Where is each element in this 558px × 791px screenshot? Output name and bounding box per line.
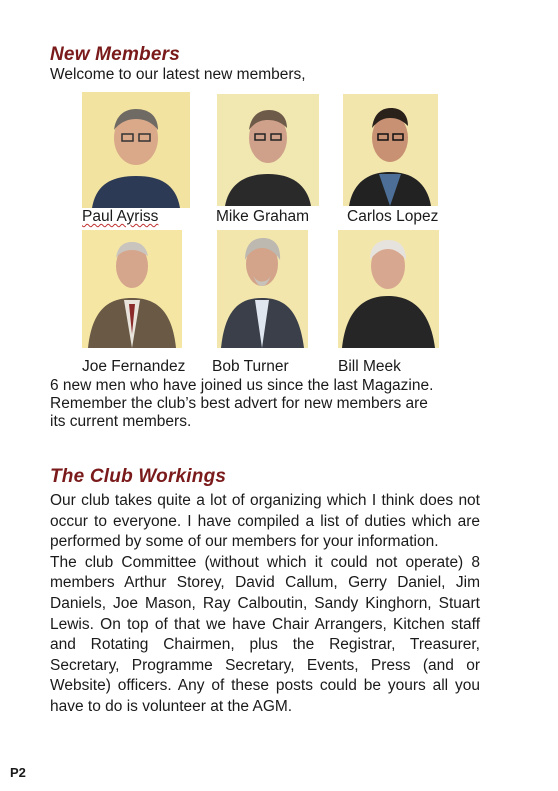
member-photo-mike-graham [217, 94, 319, 206]
portrait-image [343, 94, 438, 206]
member-photo-bob-turner [217, 230, 308, 348]
member-name-3: Carlos Lopez [347, 208, 439, 225]
closing-line: Remember the club’s best advert for new members are [50, 395, 428, 412]
welcome-line: Welcome to our latest new members, [50, 66, 306, 83]
member-name-2: Mike Graham [216, 208, 310, 225]
member-name-6: Bill Meek [338, 358, 401, 375]
member-photo-carlos-lopez [343, 94, 438, 206]
newsletter-page [50, 44, 480, 84]
member-photo-joe-fernandez [82, 230, 182, 348]
member-photo-bill-meek [338, 230, 439, 348]
member-photo-paul-ayriss [82, 92, 190, 208]
new-members-heading: New Members [50, 44, 180, 65]
portrait-image [338, 230, 439, 348]
closing-line: its current members. [50, 413, 192, 430]
portrait-image [217, 94, 319, 206]
closing-line: 6 new men who have joined us since the last Magazine. [50, 377, 434, 394]
portrait-image [82, 92, 190, 208]
club-workings-heading: The Club Workings [50, 466, 227, 487]
member-name-4: Joe Fernandez [82, 358, 186, 375]
portrait-image [82, 230, 182, 348]
page-number: P2 [10, 765, 26, 780]
member-name-5: Bob Turner [212, 358, 289, 375]
club-workings-paragraph-1: Our club takes quite a lot of organizing which I think does not occur to everyone. I have compiled a list of duties which are performed by some of our members for your information. [50, 492, 480, 551]
new-members-closing [50, 377, 480, 431]
member-name-1: Paul Ayriss [82, 208, 159, 225]
portrait-image [217, 230, 308, 348]
club-workings-section [50, 466, 480, 718]
club-workings-paragraph-2: The club Committee (without which it could not operate) 8 members Arthur Storey, David Callum, Gerry Daniel, Jim Daniels, Joe Mason, Ray Calboutin, Sandy Kinghorn, Stuart Lewis. On top of that we have Chair Arrangers, Kitchen staff and Rotating Chairmen, plus the Registrar, Treasurer, Secretary, Programme Secretary, Events, Press (and or Website) officers. Any of these posts could be yours all you have to do is volunteer at the AGM. [50, 553, 480, 715]
